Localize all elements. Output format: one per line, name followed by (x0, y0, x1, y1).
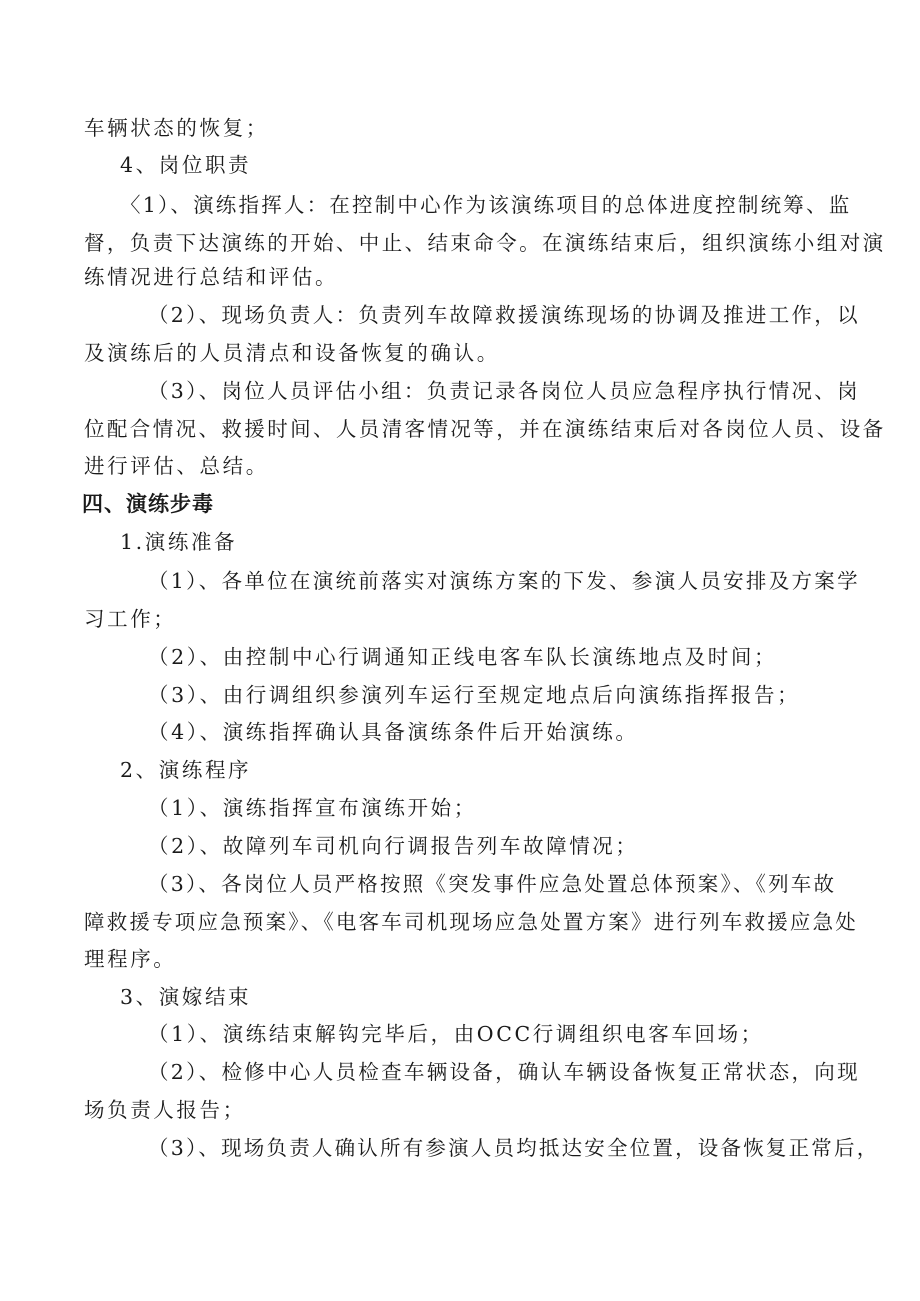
paragraph-line: 位配合情况、救援时间、人员清客情况等，并在演练结束后对各岗位人员、设备 (84, 417, 886, 441)
paragraph-line: （1）、各单位在演统前落实对演练方案的下发、参演人员安排及方案学 (148, 569, 860, 593)
section-subheading: 4、岗位职责 (120, 153, 252, 177)
section-subheading: 1.演练准备 (120, 530, 238, 554)
paragraph-line: （3）、现场负责人确认所有参演人员均抵达安全位置，设备恢复正常后， (148, 1136, 880, 1160)
paragraph-line: （1）、演练结束解钩完毕后，由OCC行调组织电客车回场； (148, 1022, 764, 1046)
paragraph-line: 障救援专项应急预案》、《电客车司机现场应急处置方案》进行列车救援应急处 (84, 910, 858, 934)
paragraph-line: （2）、由控制中心行调通知正线电客车队长演练地点及时间； (148, 645, 778, 669)
paragraph-line: 车辆状态的恢复； (84, 116, 269, 140)
paragraph-line: （3）、岗位人员评估小组：负责记录各岗位人员应急程序执行情况、岗 (148, 379, 860, 403)
paragraph-line: 进行评估、总结。 (84, 454, 269, 478)
paragraph-line: （2）、检修中心人员检查车辆设备，确认车辆设备恢复正常状态，向现 (148, 1060, 860, 1084)
paragraph-line: 理程序。 (84, 947, 177, 971)
paragraph-line: 及演练后的人员清点和设备恢复的确认。 (84, 341, 500, 365)
paragraph-line: （4）、演练指挥确认具备演练条件后开始演练。 (148, 720, 639, 744)
paragraph-line: 场负责人报告； (84, 1098, 246, 1122)
paragraph-line: 督，负责下达演练的开始、中止、结束命令。在演练结束后，组织演练小组对演 (84, 231, 886, 255)
paragraph-line: （1）、演练指挥宣布演练开始； (148, 796, 477, 820)
paragraph-line: （3）、由行调组织参演列车运行至规定地点后向演练指挥报告； (148, 683, 801, 707)
section-subheading: 3、演嫁结束 (120, 985, 252, 1009)
paragraph-line: 〈1）、演练指挥人：在控制中心作为该演练项目的总体进度控制统筹、监 (120, 193, 852, 217)
paragraph-line: 习工作； (84, 607, 177, 631)
section-heading: 四、演练步毒 (82, 492, 214, 516)
paragraph-line: （2）、故障列车司机向行调报告列车故障情况； (148, 834, 639, 858)
paragraph-line: 练情况进行总结和评估。 (84, 265, 339, 289)
paragraph-line: （3）、各岗位人员严格按照《突发事件应急处置总体预案》、《列车故 (148, 872, 837, 896)
paragraph-line: （2）、现场负责人：负责列车故障救援演练现场的协调及推进工作，以 (148, 303, 860, 327)
section-subheading: 2、演练程序 (120, 758, 252, 782)
